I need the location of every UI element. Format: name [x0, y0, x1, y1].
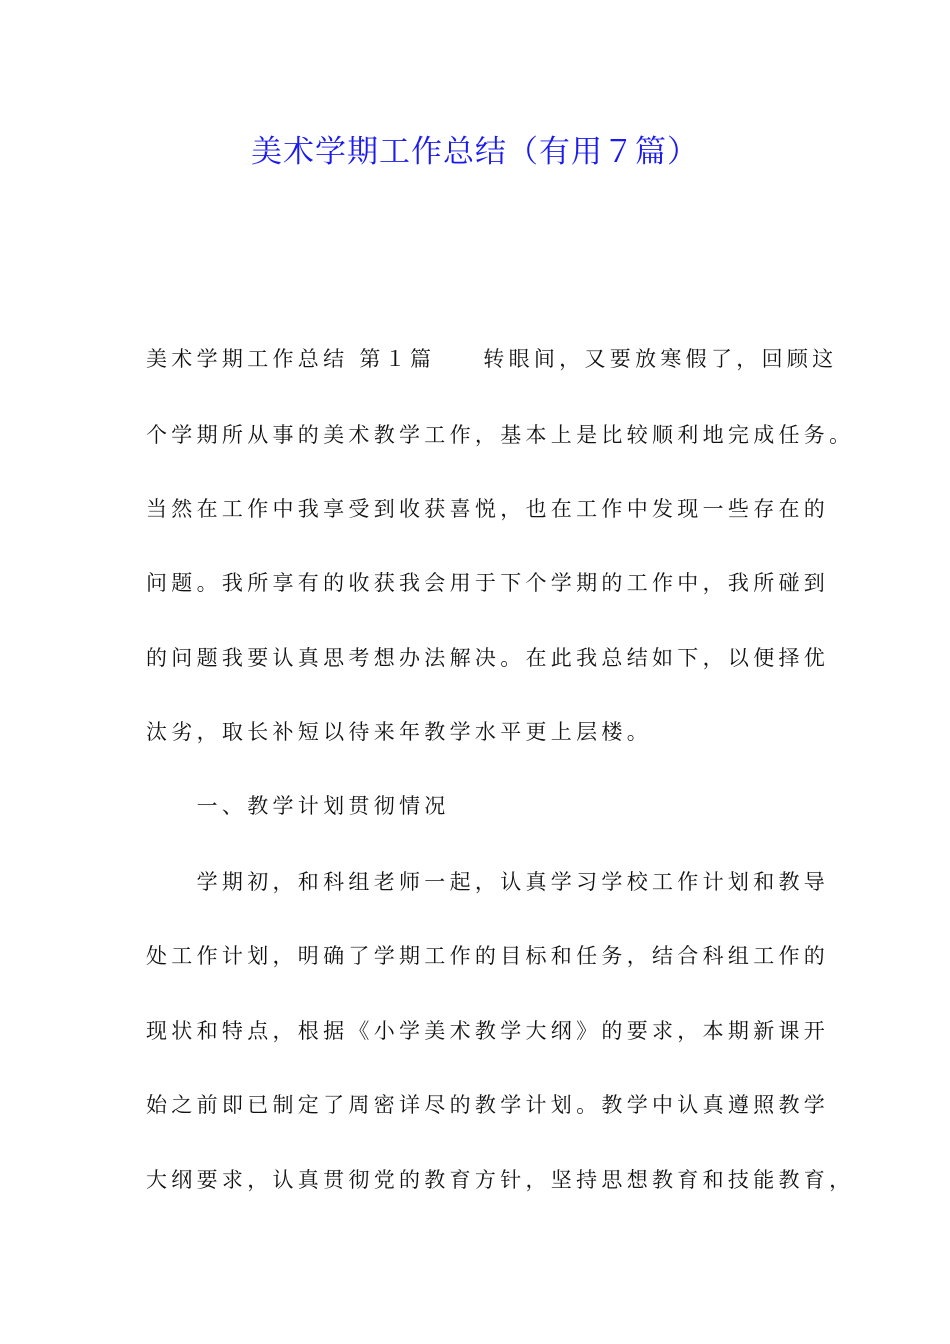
- paragraph-line: 学期初，和科组老师一起，认真学习学校工作计划和教导: [146, 870, 830, 894]
- document-title: 美术学期工作总结（有用７篇）: [251, 134, 699, 170]
- section-heading-inline: 美术学期工作总结 第１篇: [146, 347, 436, 371]
- section-heading: 一、教学计划贯彻情况: [146, 794, 450, 818]
- paragraph-text: 转眼间，又要放寒假了，回顾这: [483, 347, 838, 371]
- paragraph-line: 汰劣，取长补短以待来年教学水平更上层楼。: [146, 720, 652, 744]
- paragraph-line: 问题。我所享有的收获我会用于下个学期的工作中，我所碰到: [146, 571, 830, 595]
- paragraph-line: 的问题我要认真思考想办法解决。在此我总结如下，以便择优: [146, 646, 830, 670]
- paragraph-line: 当然在工作中我享受到收获喜悦，也在工作中发现一些存在的: [146, 497, 830, 521]
- paragraph-line: 个学期所从事的美术教学工作，基本上是比较顺利地完成任务。: [146, 423, 855, 447]
- paragraph-line: 始之前即已制定了周密详尽的教学计划。教学中认真遵照教学: [146, 1093, 830, 1117]
- paragraph-line: 处工作计划，明确了学期工作的目标和任务，结合科组工作的: [146, 944, 830, 968]
- paragraph-line: [146, 344, 838, 374]
- paragraph-line: 现状和特点，根据《小学美术教学大纲》的要求，本期新课开: [146, 1019, 830, 1043]
- paragraph-line: 大纲要求，认真贯彻党的教育方针，坚持思想教育和技能教育，: [146, 1168, 855, 1192]
